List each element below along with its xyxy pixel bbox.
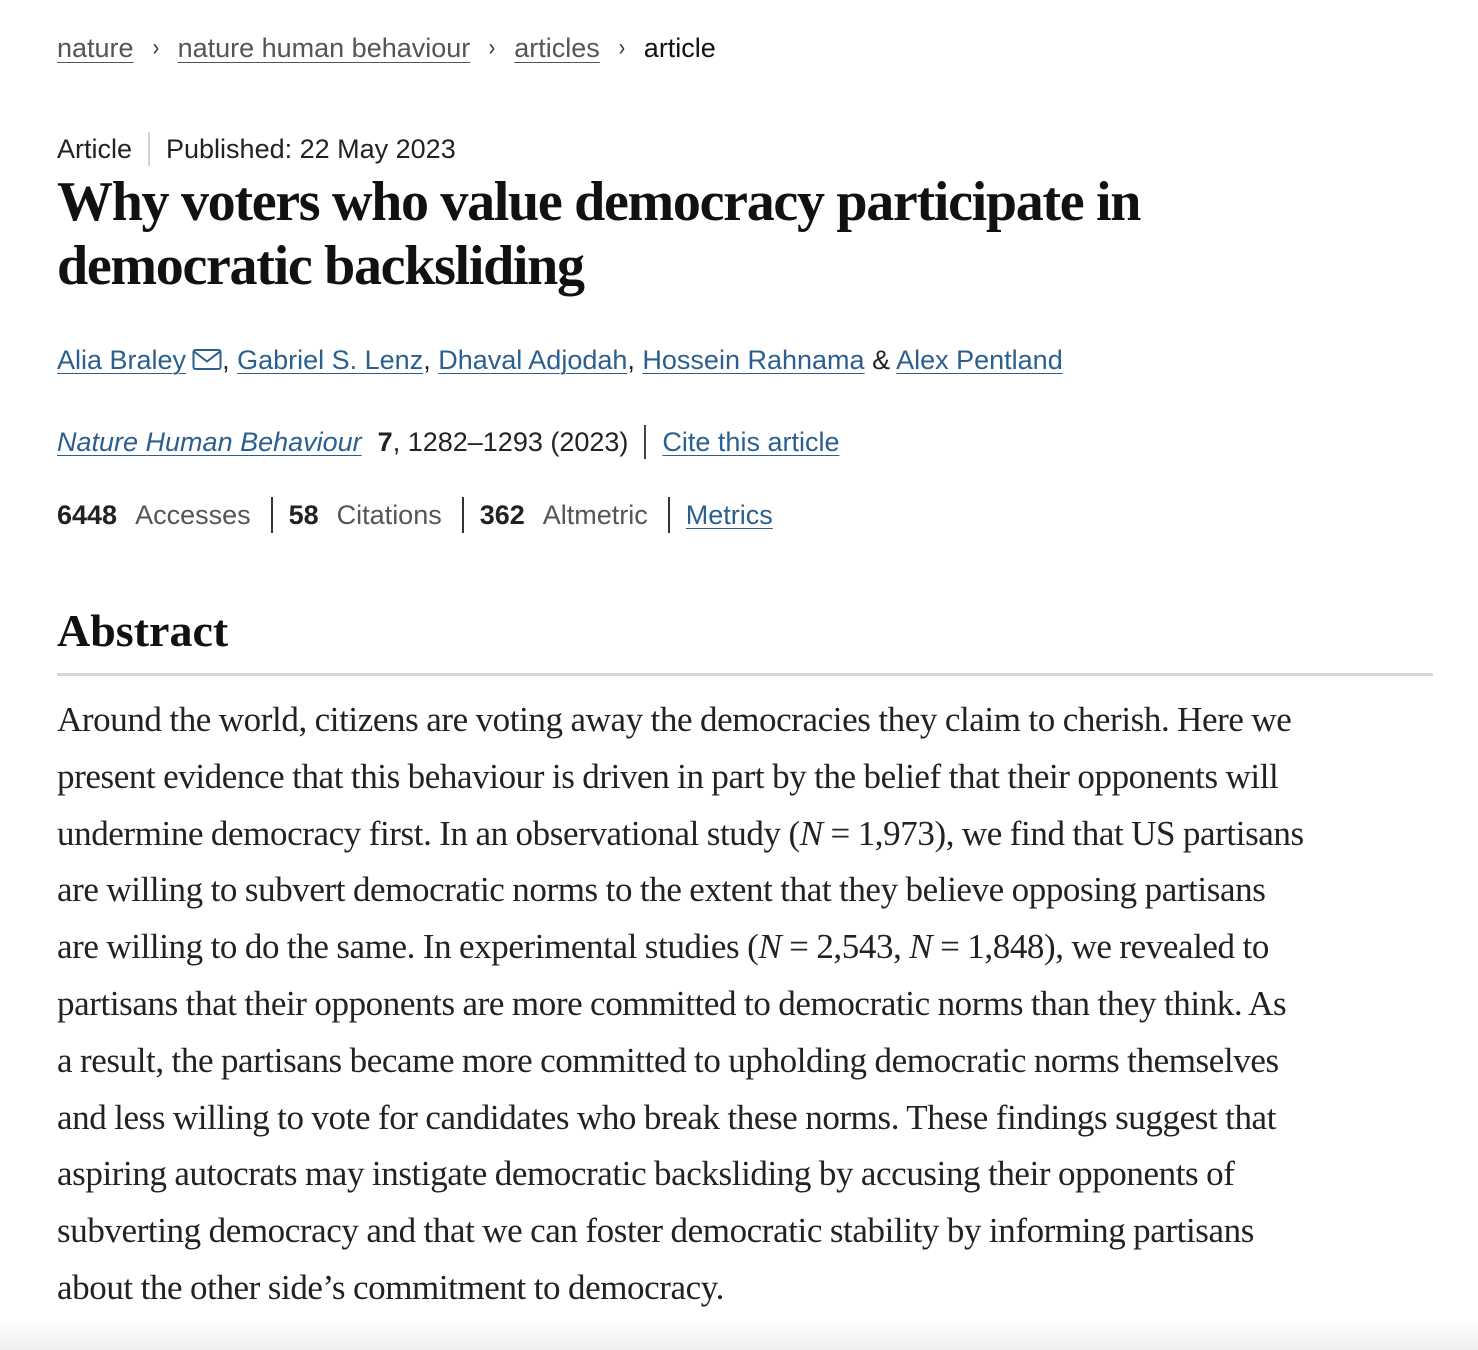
abstract-line: present evidence that this behaviour is driven in part by the belief that their opponents will xyxy=(57,756,1279,796)
author-link[interactable]: Alex Pentland xyxy=(896,345,1063,375)
author-list xyxy=(57,340,1063,383)
citations-label: Citations xyxy=(336,500,442,530)
chevron-right-icon: › xyxy=(618,34,625,61)
scroll-fade xyxy=(0,1320,1478,1350)
metrics-divider xyxy=(668,497,670,533)
abstract-line-text: = 1,973), we find that US partisans xyxy=(822,813,1304,853)
journal-pages-year: , 1282–1293 (2023) xyxy=(392,427,629,457)
abstract-line-text: = 1,848), we revealed to xyxy=(932,927,1269,967)
abstract-line-text: are willing to do the same. In experimental studies ( xyxy=(57,927,759,967)
abstract-line-text: undermine democracy first. In an observational study ( xyxy=(57,813,800,853)
abstract-line: Around the world, citizens are voting away the democracies they claim to cherish. Here we xyxy=(57,700,1292,739)
chevron-right-icon: › xyxy=(152,34,159,61)
metrics-bar xyxy=(57,495,773,535)
abstract-line-text: = 2,543, xyxy=(781,927,910,967)
altmetric-count: 362 xyxy=(479,500,525,530)
abstract-line xyxy=(57,806,1433,863)
title-line-2: democratic backsliding xyxy=(57,235,584,297)
abstract-line: about the other side’s commitment to democracy. xyxy=(57,1267,724,1307)
accesses-label: Accesses xyxy=(135,500,251,530)
abstract-line xyxy=(57,919,1433,976)
meta-divider xyxy=(148,132,150,166)
author-ampersand: & xyxy=(872,345,891,375)
abstract-line: a result, the partisans became more committed to upholding democratic norms themselves xyxy=(57,1040,1279,1080)
mail-icon[interactable] xyxy=(192,343,222,383)
abstract-line: are willing to subvert democratic norms to the extent that they believe opposing partisans xyxy=(57,870,1266,910)
abstract-heading: Abstract xyxy=(57,605,229,656)
published-date: Published: 22 May 2023 xyxy=(166,133,456,164)
journal-link[interactable]: Nature Human Behaviour xyxy=(57,427,362,457)
article-title xyxy=(57,170,1357,298)
cite-article-link[interactable]: Cite this article xyxy=(662,427,840,457)
breadcrumb-link-articles[interactable]: articles xyxy=(514,33,600,63)
abstract-divider xyxy=(57,673,1433,676)
abstract-text xyxy=(57,692,1433,1317)
chevron-right-icon: › xyxy=(489,34,496,61)
author-link[interactable]: Dhaval Adjodah xyxy=(438,345,628,375)
title-line-1: Why voters who value democracy participate in xyxy=(57,171,1141,233)
article-type: Article xyxy=(57,133,133,164)
author-link[interactable]: Gabriel S. Lenz xyxy=(237,345,424,375)
breadcrumb xyxy=(57,30,716,66)
citations-count: 58 xyxy=(288,500,319,530)
author-separator: , xyxy=(222,345,230,375)
journal-volume: 7 xyxy=(377,427,393,457)
author-separator: , xyxy=(627,345,635,375)
sample-size-symbol: N xyxy=(909,927,933,967)
abstract-line: partisans that their opponents are more committed to democratic norms than they think. As xyxy=(57,983,1287,1023)
metrics-divider xyxy=(271,497,273,533)
journal-info xyxy=(57,422,839,462)
metrics-link[interactable]: Metrics xyxy=(685,500,773,530)
metrics-divider xyxy=(462,497,464,533)
author-link[interactable]: Hossein Rahnama xyxy=(642,345,865,375)
abstract-line: aspiring autocrats may instigate democratic backsliding by accusing their opponents of xyxy=(57,1154,1235,1194)
breadcrumb-link-journal[interactable]: nature human behaviour xyxy=(177,33,471,63)
author-link[interactable]: Alia Braley xyxy=(57,345,187,375)
article-meta xyxy=(57,132,456,166)
sample-size-symbol: N xyxy=(758,927,782,967)
breadcrumb-link-nature[interactable]: nature xyxy=(57,33,134,63)
author-separator: , xyxy=(423,345,431,375)
journal-divider xyxy=(644,425,646,459)
accesses-count: 6448 xyxy=(57,500,118,530)
altmetric-label: Altmetric xyxy=(542,500,648,530)
abstract-line: subverting democracy and that we can foster democratic stability by informing partisans xyxy=(57,1211,1254,1251)
breadcrumb-current: article xyxy=(643,33,716,63)
sample-size-symbol: N xyxy=(799,813,823,853)
abstract-line: and less willing to vote for candidates who break these norms. These findings suggest that xyxy=(57,1097,1277,1137)
